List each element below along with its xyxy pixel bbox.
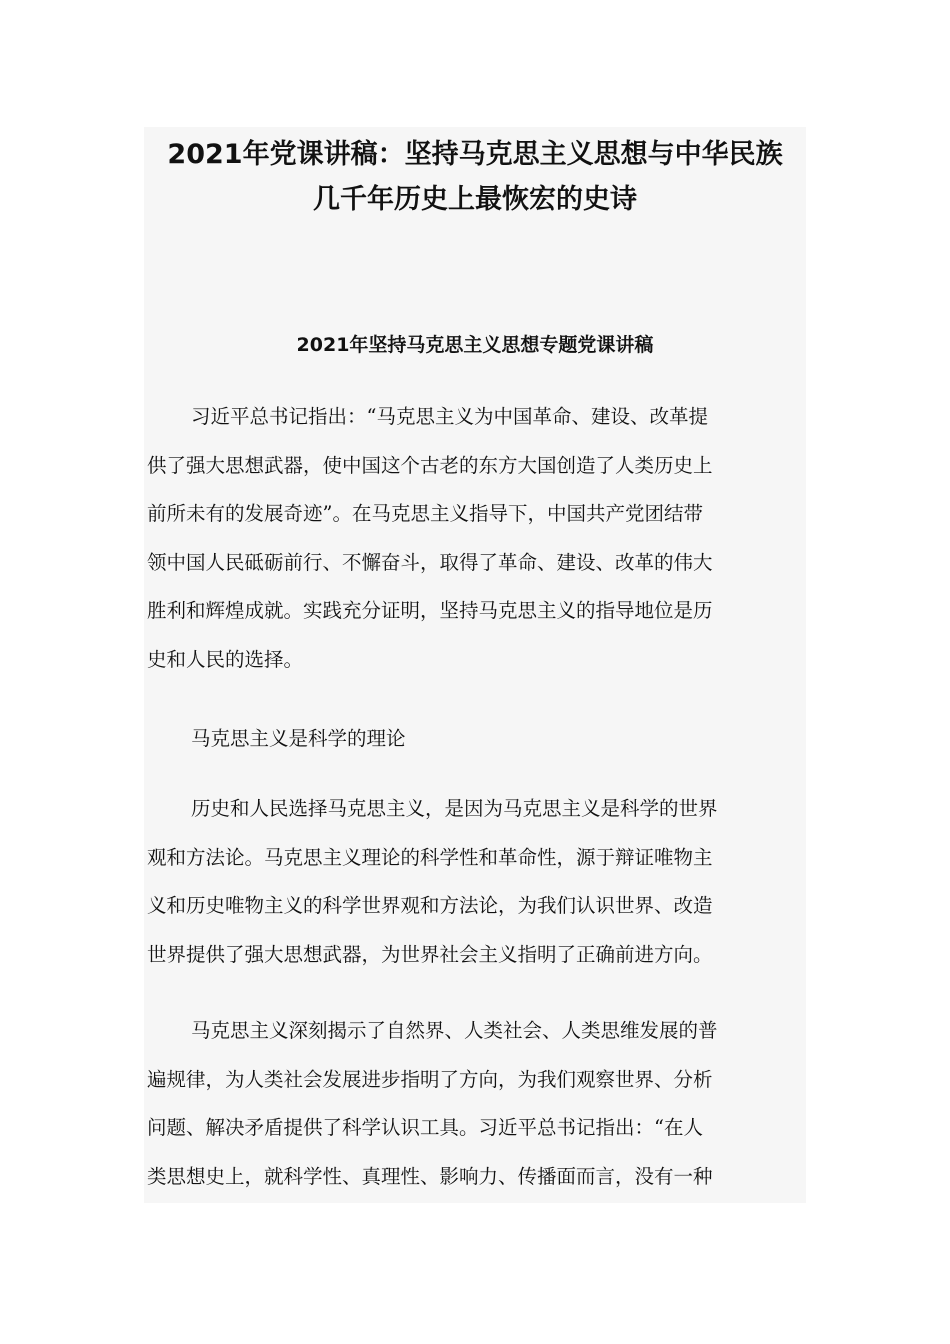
paragraph-line: 马克思主义深刻揭示了自然界、人类社会、人类思维发展的普	[191, 1019, 718, 1042]
paragraph-line: 问题、解决矛盾提供了科学认识工具。习近平总书记指出：“在人	[147, 1116, 703, 1139]
paragraph-line: 习近平总书记指出：“马克思主义为中国革命、建设、改革提	[191, 405, 708, 428]
paragraph-line: 类思想史上，就科学性、真理性、影响力、传播面而言，没有一种	[147, 1164, 713, 1188]
paragraph-line: 史和人民的选择。	[147, 647, 304, 671]
paragraph-intro	[147, 393, 795, 684]
section-heading-text: 马克思主义是科学的理论	[191, 727, 406, 750]
paragraph-line: 遍规律，为人类社会发展进步指明了方向，为我们观察世界、分析	[147, 1067, 713, 1091]
paragraph-line: 观和方法论。马克思主义理论的科学性和革命性，源于辩证唯物主	[147, 845, 713, 869]
document-page	[144, 127, 806, 1203]
paragraph-laws	[147, 1007, 795, 1201]
paragraph-line: 供了强大思想武器，使中国这个古老的东方大国创造了人类历史上	[147, 453, 713, 477]
paragraph-line: 领中国人民砥砺前行、不懈奋斗，取得了革命、建设、改革的伟大	[147, 550, 713, 574]
paragraph-line: 世界提供了强大思想武器，为世界社会主义指明了正确前进方向。	[147, 942, 713, 966]
paragraph-science	[147, 785, 795, 979]
section-heading	[147, 715, 795, 764]
paragraph-line: 前所未有的发展奇迹”。在马克思主义指导下，中国共产党团结带	[147, 502, 703, 525]
paragraph-line: 历史和人民选择马克思主义，是因为马克思主义是科学的世界	[191, 797, 718, 820]
paragraph-line: 义和历史唯物主义的科学世界观和方法论，为我们认识世界、改造	[147, 894, 713, 917]
document-subtitle: 2021年坚持马克思主义思想专题党课讲稿	[296, 334, 654, 356]
document-title-line-2: 几千年历史上最恢宏的史诗	[313, 184, 637, 215]
paragraph-line: 胜利和辉煌成就。实践充分证明，坚持马克思主义的指导地位是历	[147, 599, 713, 622]
document-title-line-1: 2021年党课讲稿：坚持马克思主义思想与中华民族	[167, 139, 783, 170]
